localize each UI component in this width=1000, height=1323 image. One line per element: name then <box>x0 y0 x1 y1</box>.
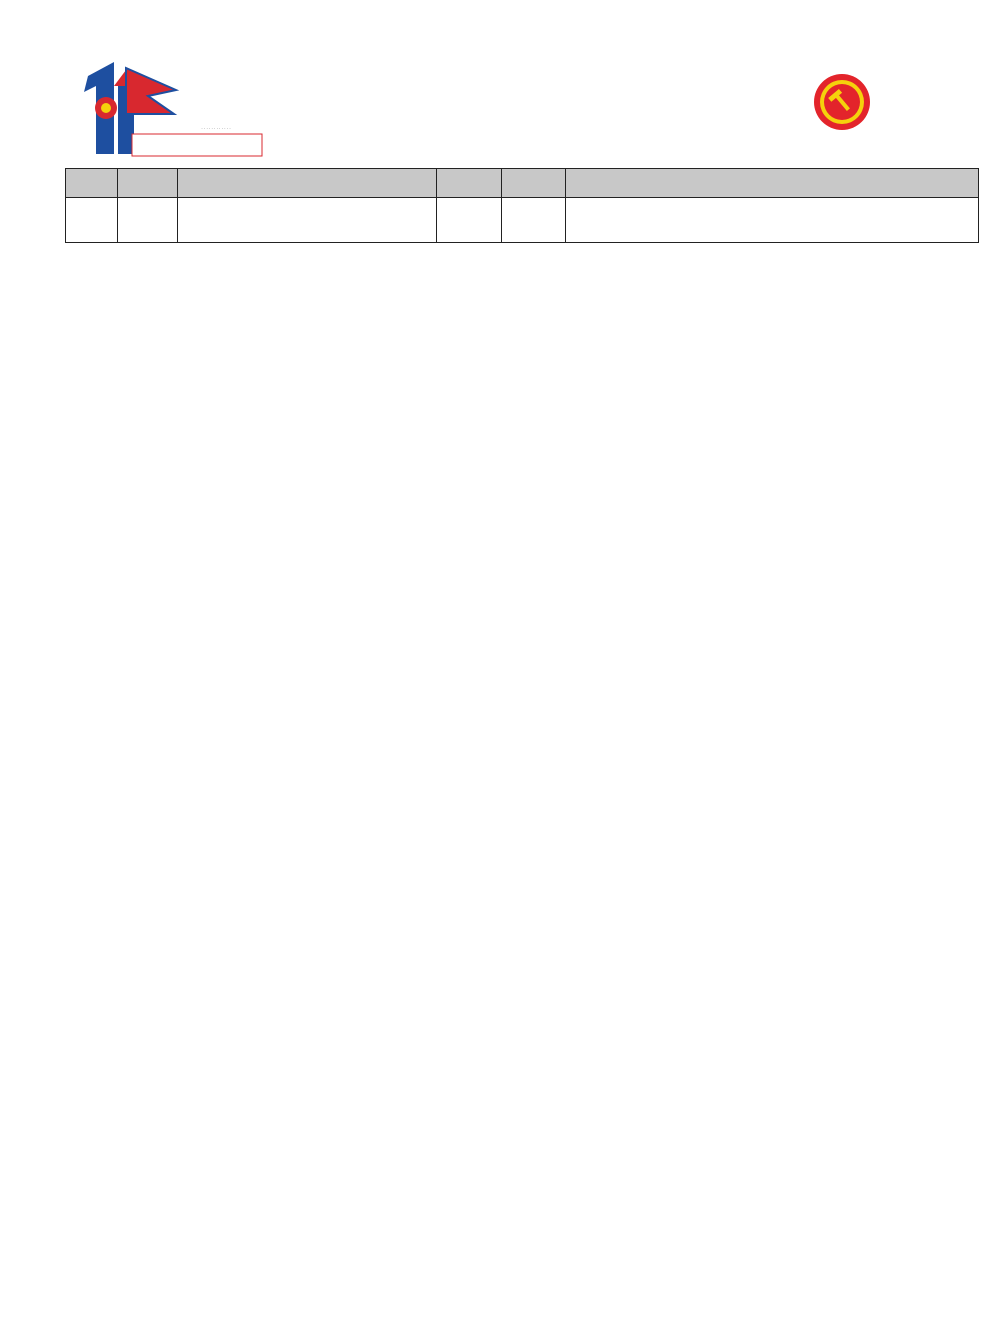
serial-number <box>502 198 566 243</box>
category-name <box>178 198 437 243</box>
svg-text:· · · · · · · · · · · ·: · · · · · · · · · · · · <box>201 126 231 131</box>
hammer-sickle-sun-icon <box>800 60 884 144</box>
category-code <box>118 198 178 243</box>
congress-logo <box>66 56 266 164</box>
document-header <box>0 0 1000 168</box>
candidate-table <box>65 168 979 243</box>
category-row <box>66 198 979 243</box>
separator-row <box>66 169 979 198</box>
candidate-name <box>566 198 979 243</box>
category-count <box>437 198 502 243</box>
